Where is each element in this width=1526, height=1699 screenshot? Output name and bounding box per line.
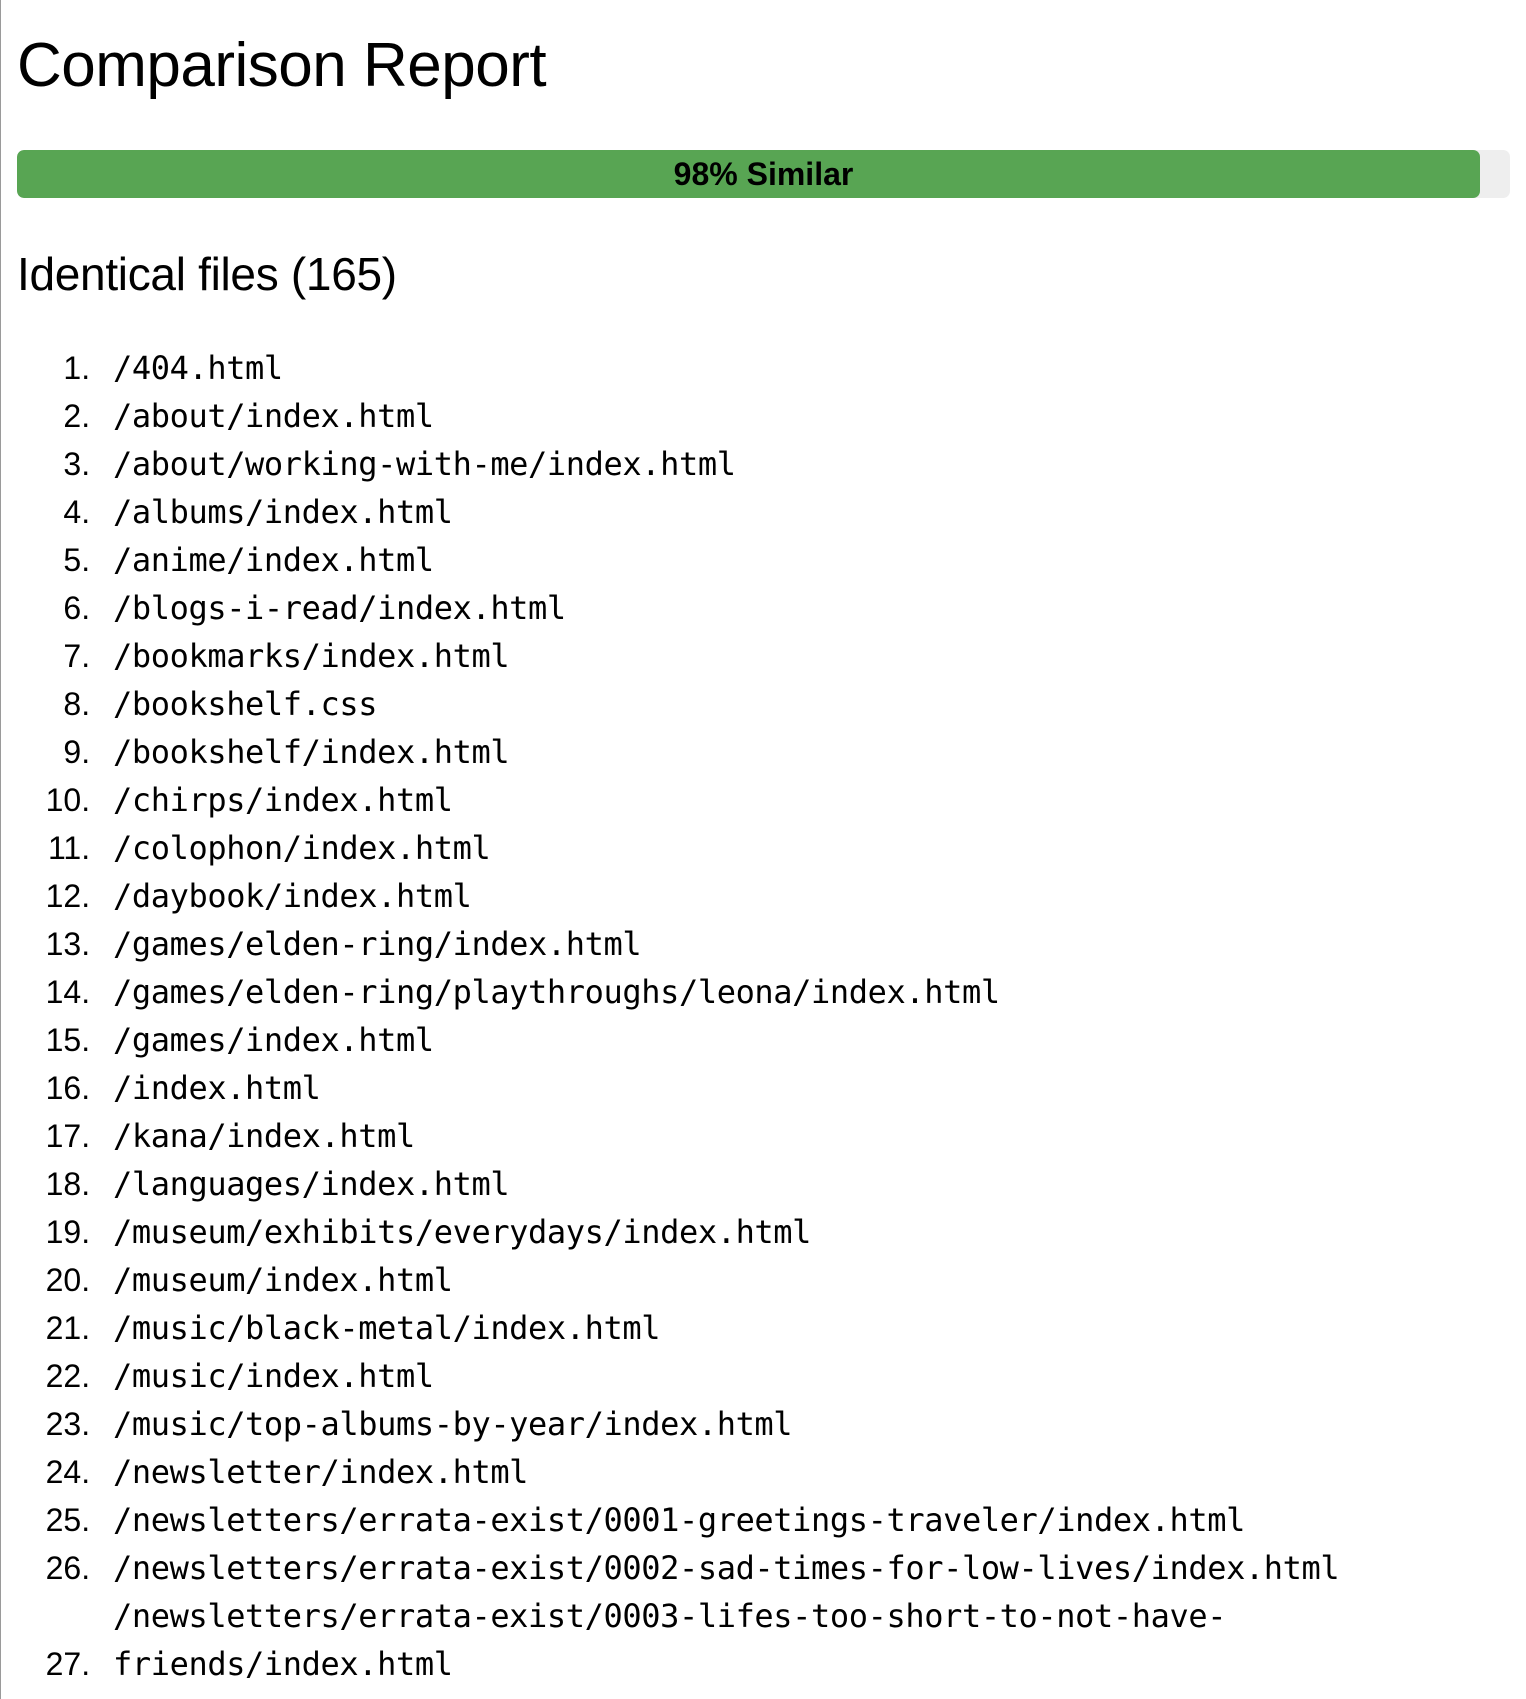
file-list-item — [99, 872, 1511, 920]
file-path: /colophon/index.html — [113, 829, 491, 867]
file-list-item — [99, 344, 1511, 392]
file-list-item — [99, 1064, 1511, 1112]
file-list-item — [99, 1544, 1511, 1592]
file-list-item — [99, 1112, 1511, 1160]
file-list-item — [99, 1304, 1511, 1352]
file-list-item — [99, 968, 1511, 1016]
file-path: /chirps/index.html — [113, 781, 453, 819]
file-list-item — [99, 1592, 1511, 1688]
file-path: /games/elden-ring/index.html — [113, 925, 642, 963]
file-list-item — [99, 392, 1511, 440]
file-path: /bookmarks/index.html — [113, 637, 510, 675]
file-list-item — [99, 1496, 1511, 1544]
file-list-item — [99, 824, 1511, 872]
file-path: /index.html — [113, 1069, 321, 1107]
file-list-item — [99, 584, 1511, 632]
file-path: /newsletter/index.html — [113, 1453, 529, 1491]
file-list-item — [99, 1256, 1511, 1304]
file-path: /music/top-albums-by-year/index.html — [113, 1405, 793, 1443]
similarity-label: 98% Similar — [673, 156, 854, 192]
file-path: /about/working-with-me/index.html — [113, 445, 736, 483]
file-path: /kana/index.html — [113, 1117, 415, 1155]
file-path: /about/index.html — [113, 397, 434, 435]
file-path: /newsletters/errata-exist/0002-sad-times-for-low-lives/index.html — [113, 1549, 1340, 1587]
file-list-item — [99, 776, 1511, 824]
file-path: /daybook/index.html — [113, 877, 472, 915]
file-list-item — [99, 1352, 1511, 1400]
file-path: /newsletters/errata-exist/0001-greetings-traveler/index.html — [113, 1501, 1245, 1539]
file-list-item — [99, 488, 1511, 536]
file-path: /games/index.html — [113, 1021, 434, 1059]
report-page — [1, 0, 1511, 1688]
file-list-item — [99, 728, 1511, 776]
file-list-item — [99, 632, 1511, 680]
file-list-item — [99, 920, 1511, 968]
file-path: /bookshelf/index.html — [113, 733, 510, 771]
file-list-item — [99, 1160, 1511, 1208]
file-path: /museum/exhibits/everydays/index.html — [113, 1213, 812, 1251]
file-path: /museum/index.html — [113, 1261, 453, 1299]
page-title: Comparison Report — [17, 31, 547, 100]
file-path: /bookshelf.css — [113, 685, 378, 723]
file-list-item — [99, 680, 1511, 728]
file-path: /music/black-metal/index.html — [113, 1309, 661, 1347]
file-path: /languages/index.html — [113, 1165, 510, 1203]
file-path: /music/index.html — [113, 1357, 434, 1395]
file-path: /newsletters/errata-exist/0003-lifes-too-short-to-not-have-friends/index.html — [113, 1597, 1227, 1683]
file-path: /blogs-i-read/index.html — [113, 589, 566, 627]
file-path: /games/elden-ring/playthroughs/leona/index.html — [113, 973, 1000, 1011]
identical-files-list — [17, 344, 1511, 1688]
file-path: /anime/index.html — [113, 541, 434, 579]
file-list-item — [99, 1208, 1511, 1256]
identical-files-heading: Identical files (165) — [17, 248, 397, 300]
file-path: /albums/index.html — [113, 493, 453, 531]
file-list-item — [99, 1016, 1511, 1064]
similarity-progress-bar — [17, 150, 1510, 198]
file-list-item — [99, 1448, 1511, 1496]
file-path: /404.html — [113, 349, 283, 387]
file-list-item — [99, 1400, 1511, 1448]
file-list-item — [99, 440, 1511, 488]
file-list-item — [99, 536, 1511, 584]
